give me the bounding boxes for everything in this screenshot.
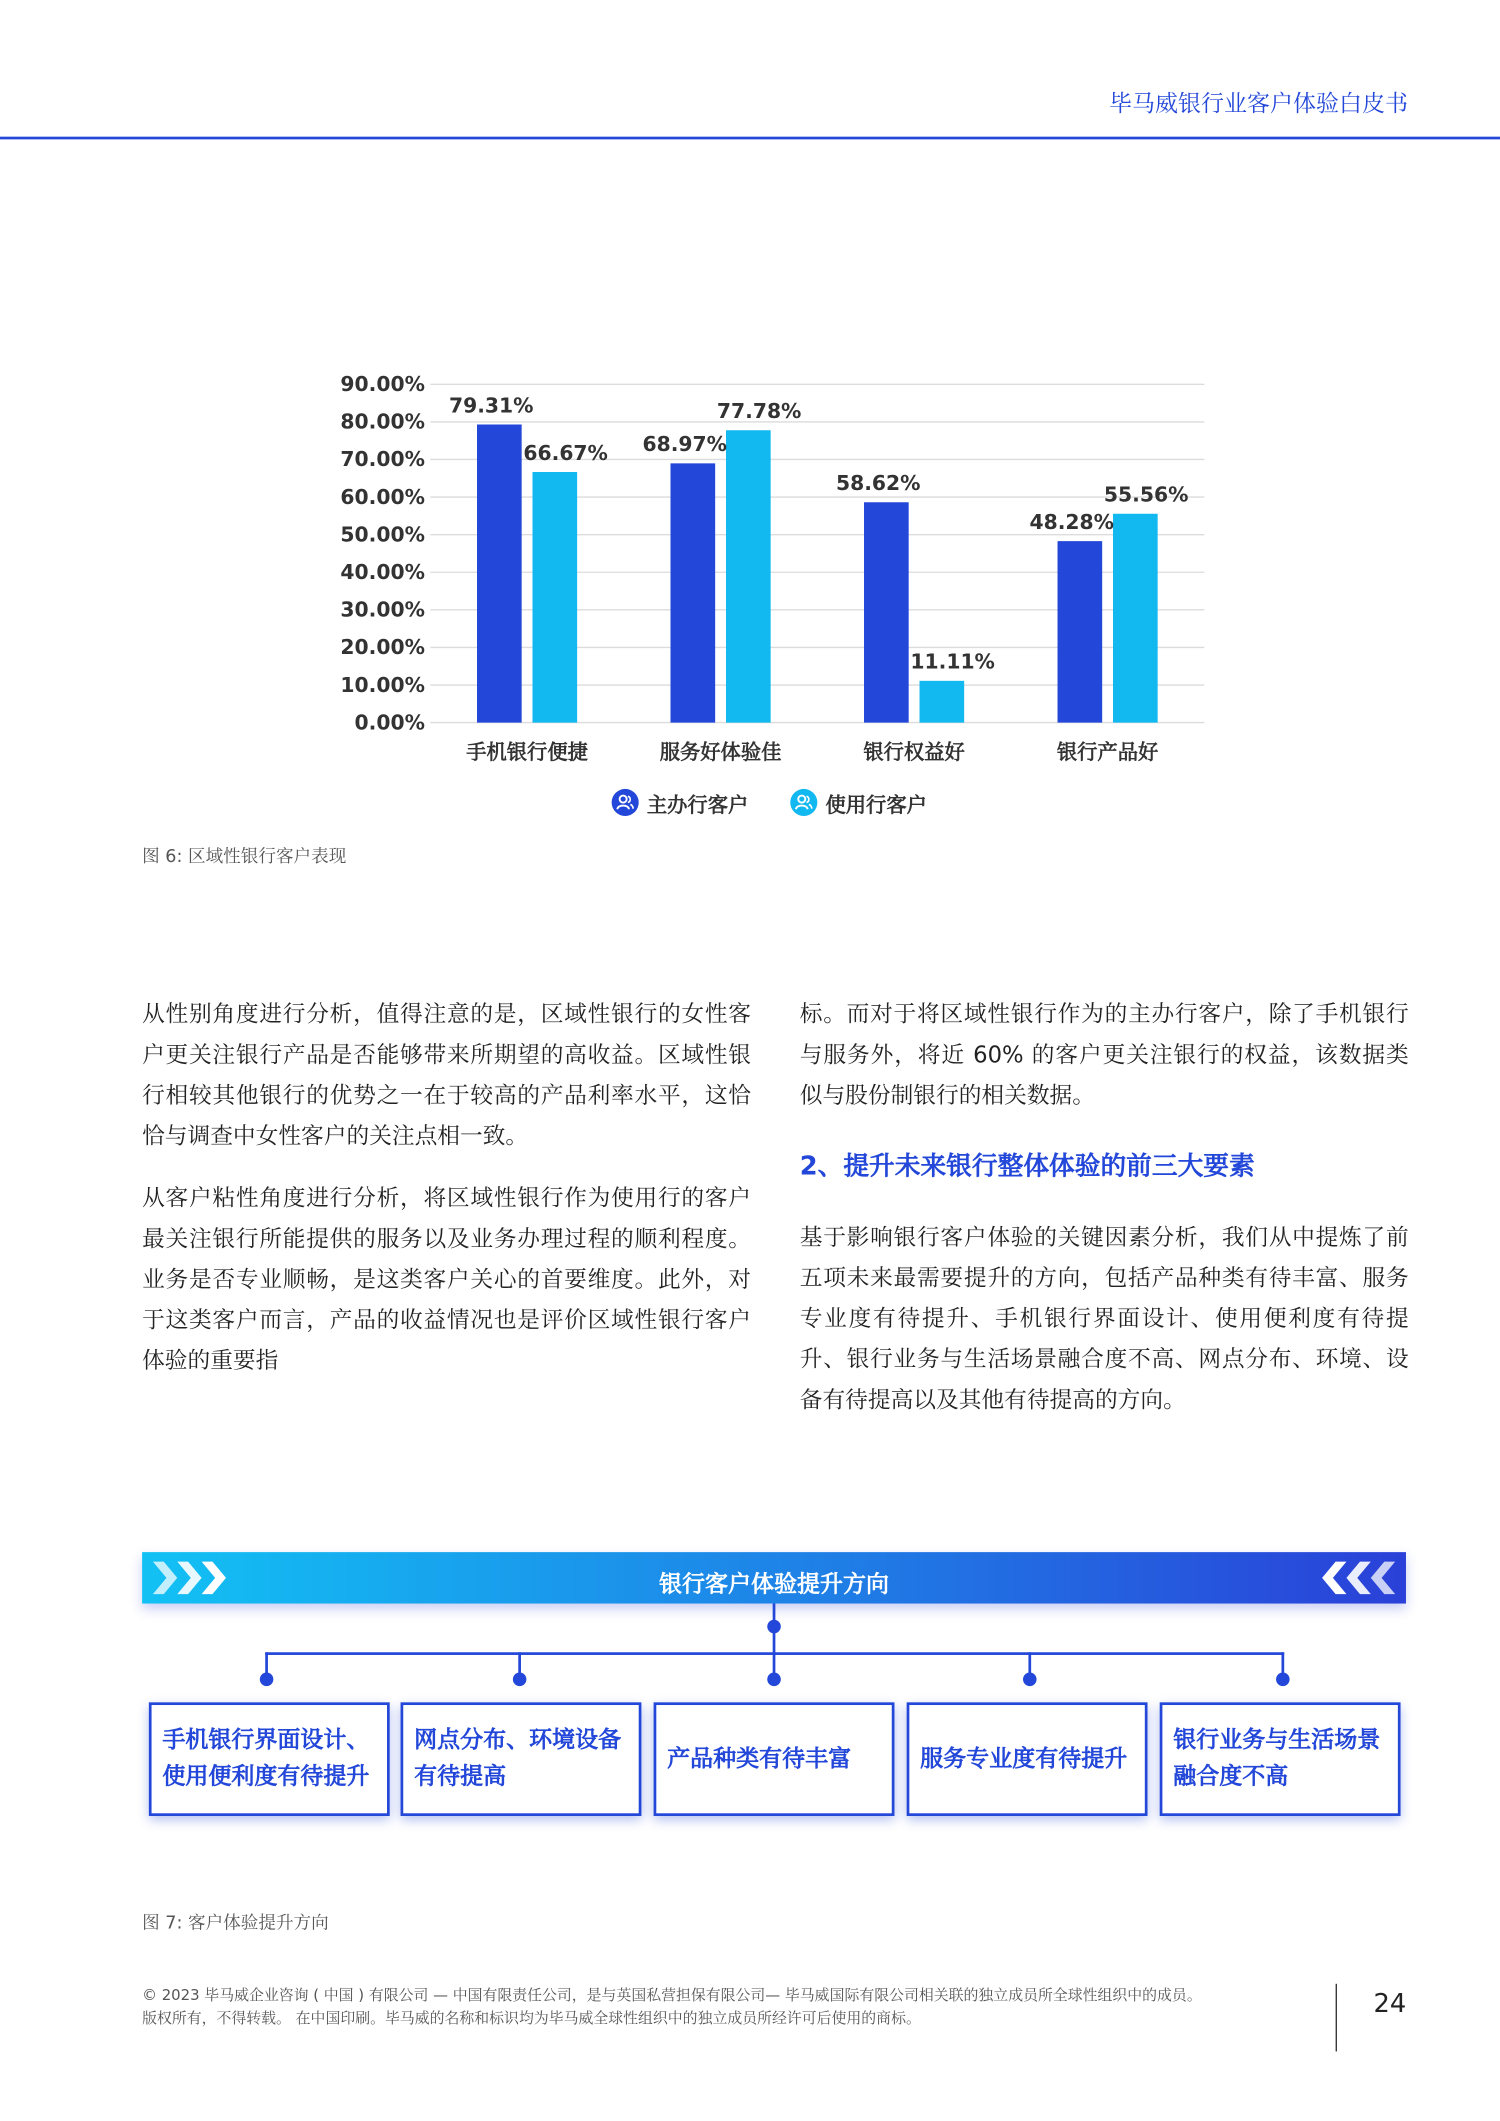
- connector-node-5: [1276, 1673, 1290, 1687]
- direction-box-products: [654, 1702, 895, 1816]
- y-tick-label: 30.00%: [340, 597, 425, 622]
- connector-node-4: [1023, 1673, 1037, 1687]
- x-tick-label: 银行产品好: [1056, 740, 1159, 765]
- direction-box-life-scenes: [1160, 1702, 1401, 1816]
- data-label: 11.11%: [910, 649, 995, 674]
- data-label: 66.67%: [523, 440, 608, 465]
- y-tick-label: 0.00%: [354, 710, 425, 735]
- data-label: 68.97%: [642, 432, 727, 457]
- header-title: 毕马威银行业客户体验白皮书: [1108, 90, 1409, 118]
- bar-chart: [319, 355, 1212, 835]
- x-tick-label: 银行权益好: [863, 740, 965, 765]
- header-rule: [0, 137, 1500, 140]
- footer-line-1: © 2023 毕马威企业咨询 ( 中国 ) 有限公司 — 中国有限责任公司，是与英国私营担保有限公司— 毕马威国际有限公司相关联的独立成员所全球性组织中的成员。: [142, 1986, 1202, 2005]
- footer-rule: [1336, 1984, 1337, 2052]
- footer-copyright: [142, 1984, 1202, 2030]
- direction-box-label: 产品种类有待丰富: [667, 1744, 852, 1773]
- x-tick-label: 手机银行便捷: [466, 740, 588, 765]
- bar-1-4: [1058, 541, 1103, 722]
- direction-box-branches: [401, 1702, 642, 1816]
- bar-2-1: [532, 472, 577, 723]
- figure-7-caption: 图 7: 客户体验提升方向: [142, 1913, 329, 1934]
- connector-node-top: [767, 1620, 781, 1634]
- direction-box-service: [907, 1702, 1148, 1816]
- right-paragraph-2: 基于影响银行客户体验的关键因素分析，我们从中提炼了前五项未来最需要提升的方向，包括产品种类有待丰富、服务专业度有待提升、手机银行界面设计、使用便利度有待提升、银行业务与生活场景融合度不高、网点分布、环境、设备有待提高以及其他有待提高的方向。: [799, 1223, 1409, 1413]
- chevrons-left-icon: [1314, 1558, 1398, 1599]
- y-tick-label: 20.00%: [340, 635, 425, 660]
- bar-1-3: [864, 502, 909, 722]
- section-heading: 2、提升未来银行整体体验的前三大要素: [799, 1151, 1255, 1182]
- bar-1-1: [477, 424, 522, 722]
- direction-box-label: 银行业务与生活场景融合度不高: [1173, 1726, 1381, 1791]
- bar-2-2: [726, 430, 771, 722]
- y-tick-label: 70.00%: [340, 447, 425, 472]
- y-tick-label: 50.00%: [340, 522, 425, 547]
- y-tick-label: 60.00%: [340, 484, 425, 509]
- legend-icon-series-1: [612, 789, 639, 816]
- direction-box-label: 手机银行界面设计、使用便利度有待提升: [162, 1726, 370, 1791]
- data-label: 48.28%: [1029, 509, 1114, 534]
- left-column: [142, 993, 751, 1402]
- connector-node-1: [260, 1673, 274, 1687]
- legend-label-series-1: 主办行客户: [646, 792, 749, 818]
- bar-2-3: [919, 681, 964, 723]
- direction-box-label: 网点分布、环境设备有待提高: [414, 1726, 622, 1791]
- x-tick-label: 服务好体验佳: [659, 740, 782, 765]
- connector-node-3: [767, 1673, 781, 1687]
- data-label: 79.31%: [448, 393, 534, 418]
- connector-node-2: [513, 1673, 527, 1687]
- direction-box-label: 服务专业度有待提升: [920, 1744, 1128, 1773]
- y-tick-label: 40.00%: [340, 560, 425, 585]
- page-number: 24: [1373, 1989, 1407, 2019]
- direction-box-mobile-banking: [149, 1702, 390, 1816]
- diagram-title: 银行客户体验提升方向: [659, 1571, 890, 1599]
- data-label: 55.56%: [1103, 482, 1189, 507]
- data-label: 58.62%: [835, 471, 921, 496]
- diagram-banner: [142, 1552, 1406, 1603]
- bar-1-2: [671, 463, 716, 722]
- y-tick-label: 90.00%: [340, 372, 425, 397]
- paragraph-stickiness: 从客户粘性角度进行分析，将区域性银行作为使用行的客户最关注银行所能提供的服务以及业务办理过程的顺利程度。业务是否专业顺畅，是这类客户关心的首要维度。此外，对于这类客户而言，产品的收益情况也是评价区域性银行客户体验的重要指: [142, 1184, 752, 1374]
- right-paragraph-1: 标。而对于将区域性银行作为的主办行客户，除了手机银行与服务外，将近 60% 的客户更关注银行的权益，该数据类似与股份制银行的相关数据。: [799, 1000, 1409, 1109]
- legend-icon-series-2: [790, 789, 817, 816]
- paragraph-gender: 从性别角度进行分析，值得注意的是，区域性银行的女性客户更关注银行产品是否能够带来所期望的高收益。区域性银行相较其他银行的优势之一在于较高的产品利率水平，这恰恰与调查中女性客户的关注点相一致。: [142, 1000, 752, 1149]
- footer-line-2: 版权所有，不得转载。 在中国印刷。毕马威的名称和标识均为毕马威全球性组织中的独立成员所经许可后使用的商标。: [142, 2009, 921, 2028]
- data-label: 77.78%: [716, 399, 802, 424]
- y-tick-label: 80.00%: [340, 409, 425, 434]
- figure-6-caption: 图 6: 区域性银行客户表现: [142, 847, 347, 868]
- bar-2-4: [1113, 514, 1158, 723]
- y-tick-label: 10.00%: [340, 672, 425, 697]
- legend-label-series-2: 使用行客户: [825, 792, 927, 818]
